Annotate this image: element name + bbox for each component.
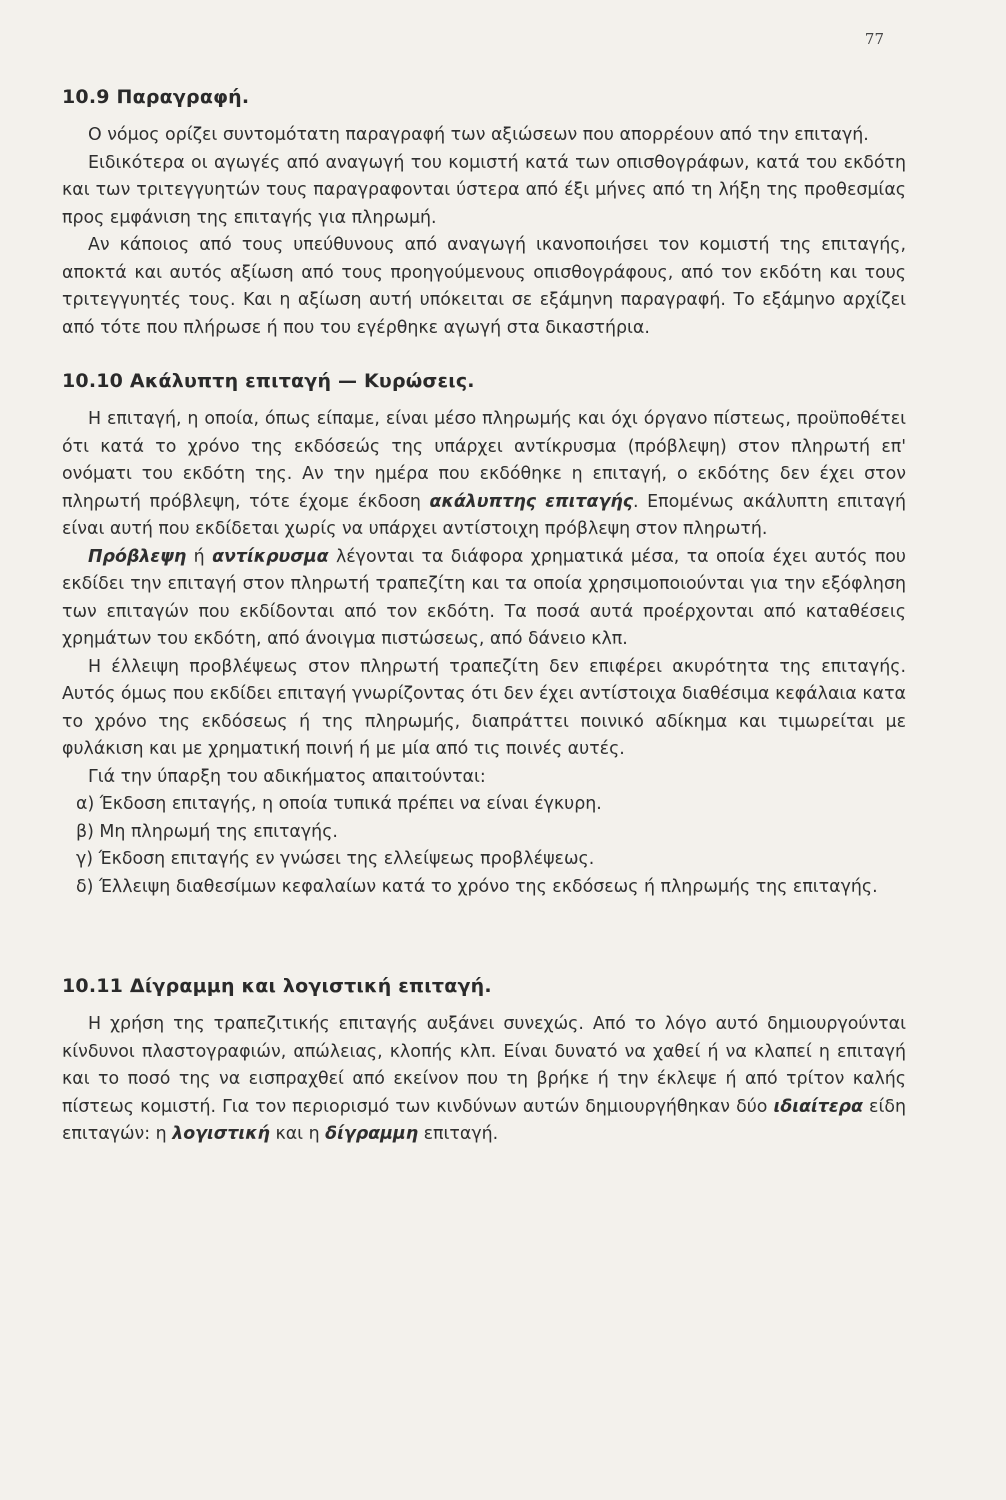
spacer <box>62 929 906 975</box>
paragraph: Αν κάποιος από τους υπεύθυνους από αναγωγή ικανοποιήσει τον κομιστή της επιταγής, αποκτά και αυτός αξίωση από τους προηγούμενους οπισθογράφους, από τον εκδότη και τους τριτεγγυητές τους. Και η αξίωση αυτή υπόκειται σε εξάμηνη παραγραφή. Το εξάμηνο αρχίζει από τότε που πλήρωσε ή που του εγέρθηκε αγωγή στα δικαστήρια. <box>62 235 906 338</box>
requirements-list <box>62 791 906 901</box>
emphasis: ακάλυπτης επιταγής <box>429 491 634 512</box>
emphasis: Πρόβλεψη <box>88 546 187 567</box>
page-number: 77 <box>864 30 884 48</box>
paragraph: Ειδικότερα οι αγωγές από αναγωγή του κομιστή κατά των οπισθογράφων, κατά του εκδότη και των τριτεγγυητών τους παραγραφονται ύστερα από έξι μήνες από τη λήξη της προθεσμίας προς εμφάνιση της επιταγής για πληρωμή. <box>62 152 906 228</box>
section-heading: 10.11 Δίγραμμη και λογιστική επιταγή. <box>62 975 492 997</box>
text-run: . Επομένως ακάλυπτη επιταγή είναι αυτή που εκδίδεται χωρίς να υπάρχει αντίστοιχη πρόβλεψη στον πληρωτή. <box>62 491 906 539</box>
paragraph <box>62 406 906 544</box>
emphasis: λογιστική <box>172 1124 270 1144</box>
text-run: ή <box>186 546 213 567</box>
section-prescription <box>62 86 906 342</box>
emphasis: ιδιαίτερα <box>773 1096 863 1117</box>
list-item: γ) Έκδοση επιταγής εν γνώσει της ελλείψεως προβλέψεως. <box>76 849 595 869</box>
section-heading: 10.9 Παραγραφή. <box>62 86 250 108</box>
text-run: και η <box>269 1124 326 1144</box>
emphasis: δίγραμμη <box>325 1124 419 1144</box>
section-heading: 10.10 Ακάλυπτη επιταγή — Κυρώσεις. <box>62 370 475 392</box>
list-item: δ) Έλλειψη διαθεσίμων κεφαλαίων κατά το χρόνο της εκδόσεως ή πληρωμής της επιταγής. <box>76 876 878 897</box>
paragraph: Γιά την ύπαρξη του αδικήματος απαιτούνται: <box>88 766 486 787</box>
paragraph: Η έλλειψη προβλέψεως στον πληρωτή τραπεζίτη δεν επιφέρει ακυρότητα της επιταγής. Αυτός όμως που εκδίδει επιταγή γνωρίζοντας ότι δεν έχει αντίστοιχα διαθέσιμα κεφάλαια κατα το χρόνο της εκδόσεως ή της πληρωμής, διαπράττει ποινικό αδίκημα και τιμωρείται με φυλάκιση και με χρηματική ποινή ή με μία από τις ποινές αυτές. <box>62 656 906 759</box>
list-item: β) Μη πληρωμή της επιταγής. <box>76 821 338 842</box>
section-crossed-check <box>62 975 906 1149</box>
paragraph <box>62 544 906 654</box>
paragraph: Ο νόμος ορίζει συντομότατη παραγραφή των αξιώσεων που απορρέουν από την επιταγή. <box>88 125 869 145</box>
section-uncovered-check <box>62 370 906 901</box>
text-run: είδη επιταγών: η <box>62 1096 907 1144</box>
text-run: Η χρήση της τραπεζιτικής επιταγής αυξάνει συνεχώς. Από το λόγο αυτό δημιουργούνται κίνδυνοι πλαστογραφιών, απώλειας, κλοπής κλπ. Είναι δυνατό να χαθεί ή να κλαπεί η επιταγή και το ποσό της να εισπραχθεί από εκείνον που τη βρήκε ή την έκλεψε ή από τρίτον καλής πίστεως κομιστή. Για τον περιορισμό των κινδύνων αυτών δημιουργήθηκαν δύο <box>62 1014 906 1117</box>
emphasis: αντίκρυσμα <box>212 546 329 567</box>
paragraph <box>62 1011 906 1149</box>
text-run: Η επιταγή, η οποία, όπως είπαμε, είναι μέσο πληρωμής και όχι όργανο πίστεως, προϋποθέτει ότι κατά το χρόνο της εκδόσεώς της υπάρχει αντίκρυσμα (πρόβλεψη) στον πληρωτή επ' ονόματι του εκδότη της. Αν την ημέρα που εκδόθηκε η επιταγή, ο εκδότης δεν έχει στον πληρωτή πρόβλεψη, τότε έχομε έκδοση <box>62 409 906 512</box>
text-run: επιταγή. <box>418 1124 499 1144</box>
text-run: λέγονται τα διάφορα χρηματικά μέσα, τα οποία έχει αυτός που εκδίδει την επιταγή στον πληρωτή τραπεζίτη και τα οποία χρησιμοποιούνται για την εξόφληση των επιταγών που εκδίδονται από τον εκδότη. Τα ποσά αυτά προέρχονται από καταθέσεις χρημάτων του εκδότη, από άνοιγμα πιστώσεως, από δάνειο κλπ. <box>62 546 906 649</box>
list-item: α) Έκδοση επιταγής, η οποία τυπικά πρέπει να είναι έγκυρη. <box>76 794 602 814</box>
